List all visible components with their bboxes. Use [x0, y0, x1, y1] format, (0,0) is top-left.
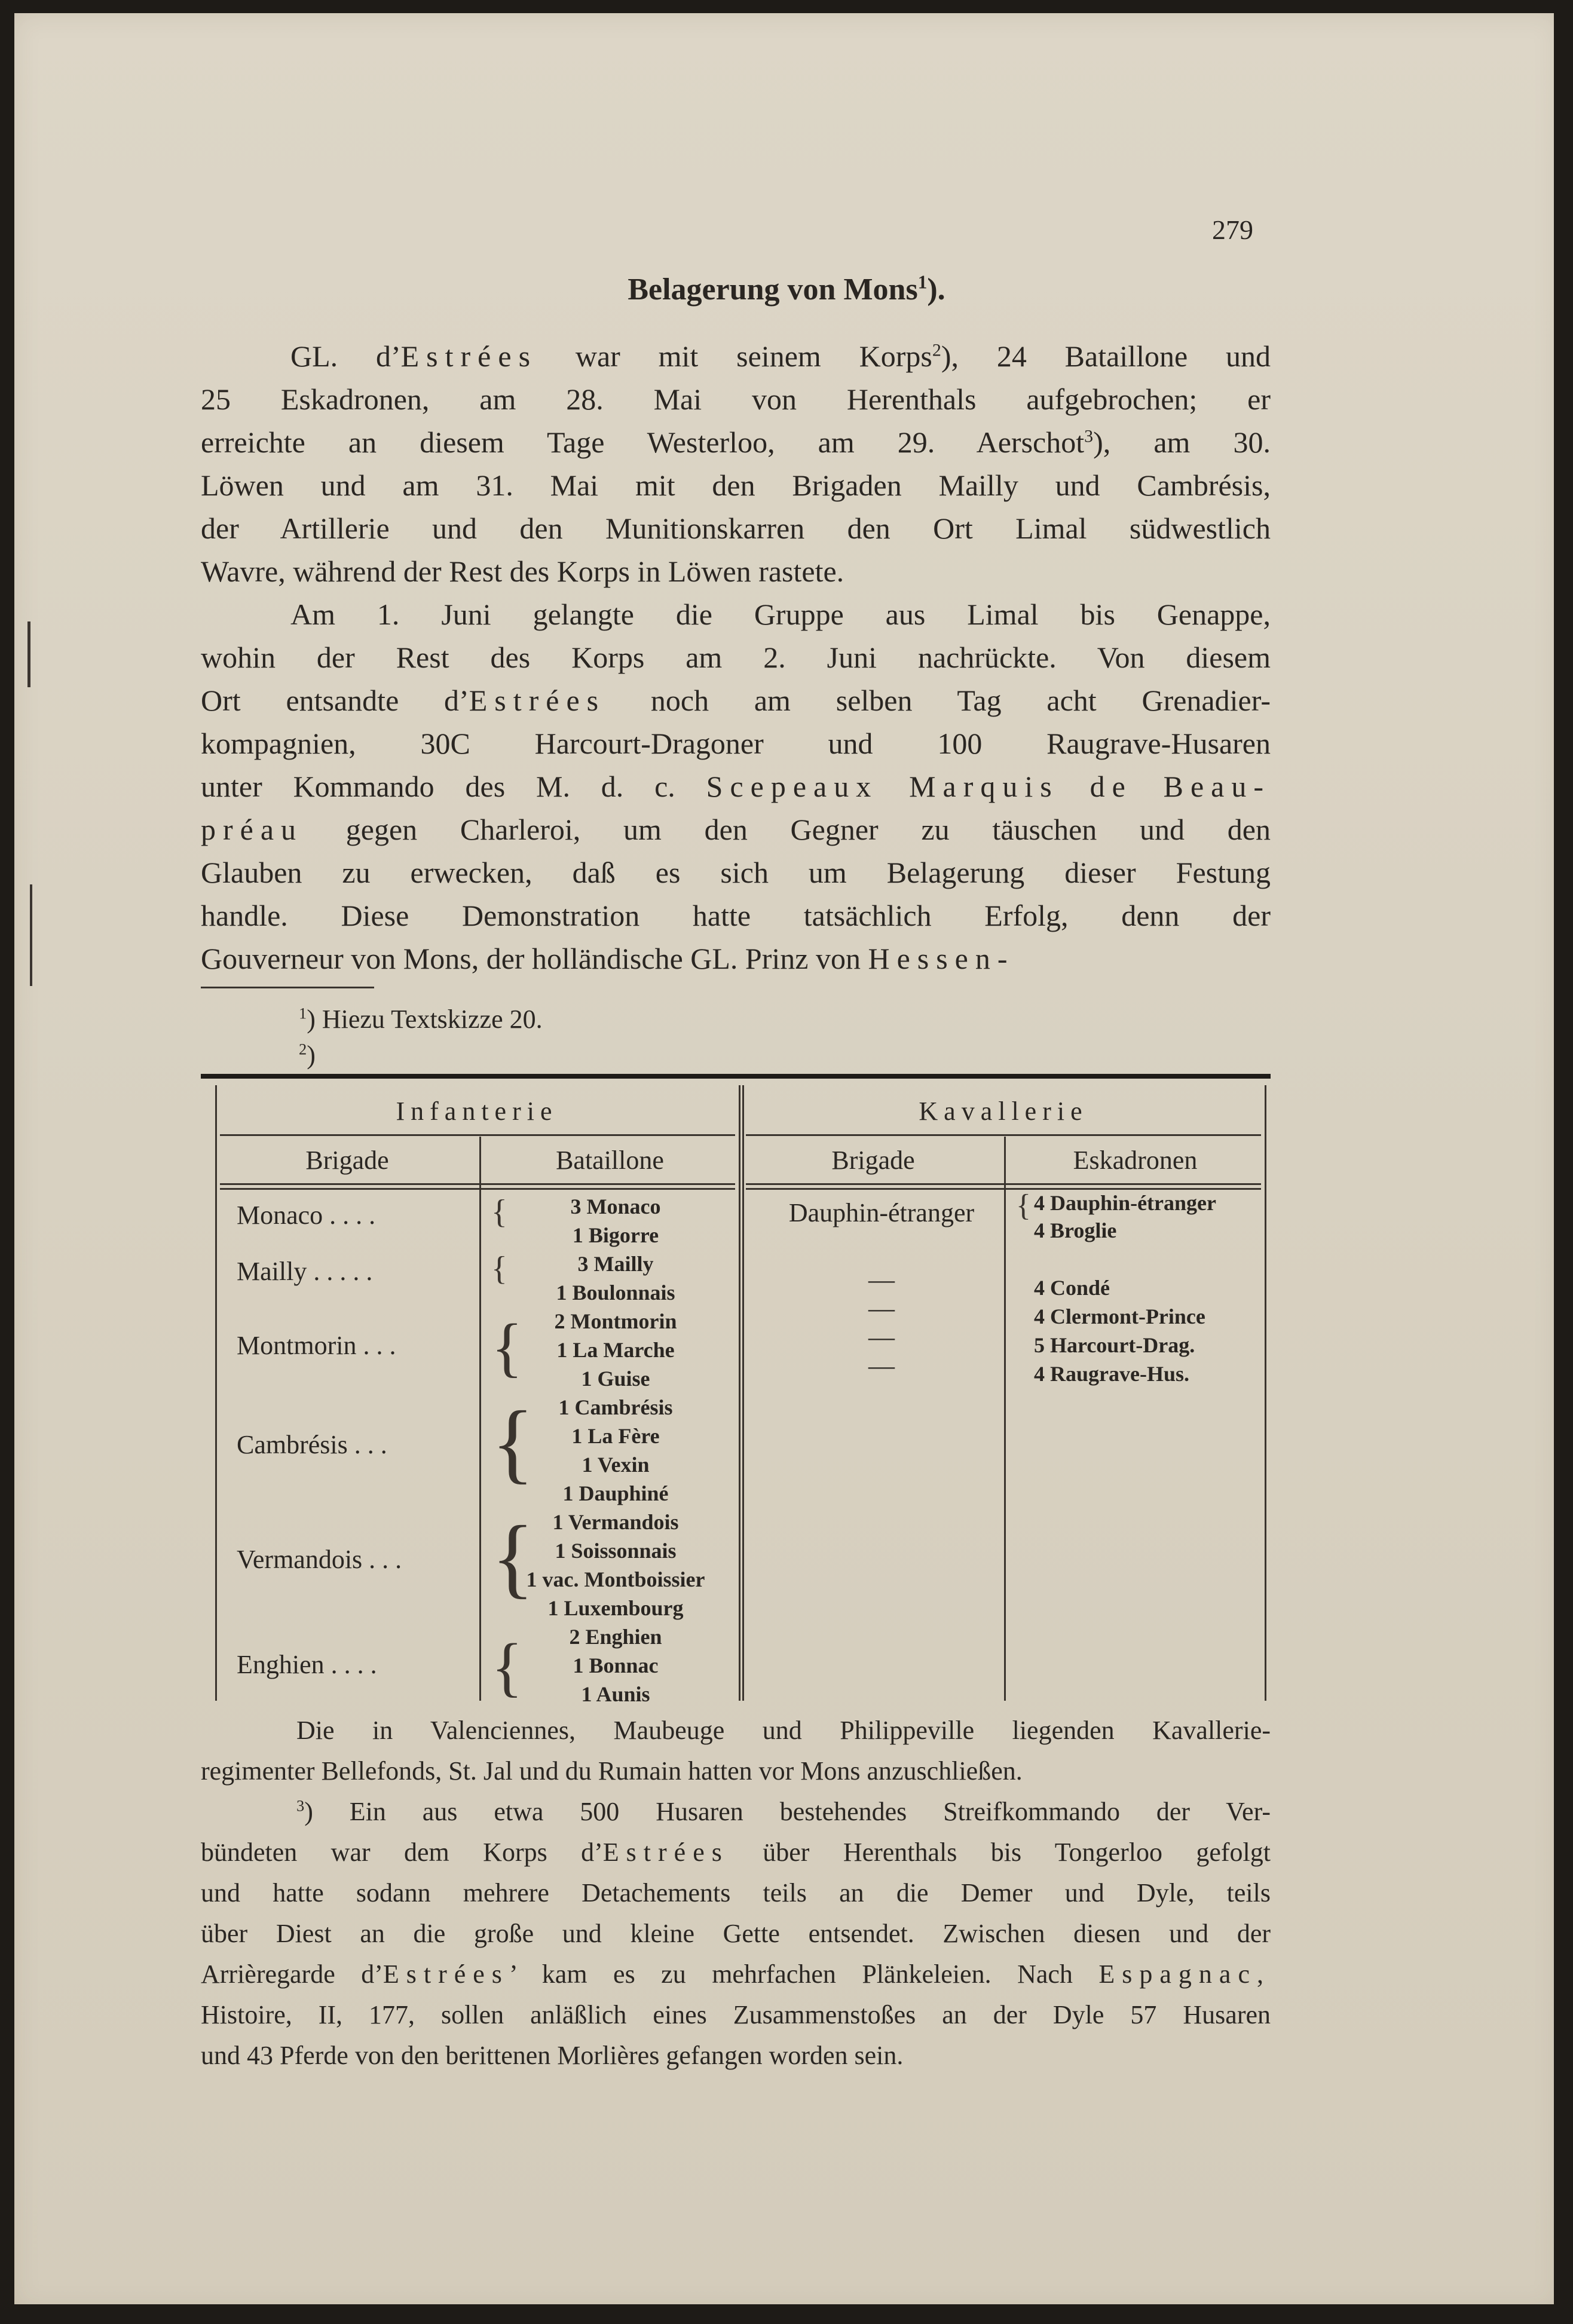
brigade-monaco: Monaco . . . .: [237, 1201, 376, 1230]
page-title: [0, 272, 1573, 307]
text-line: [201, 1873, 1271, 1913]
text-run: bündeten war dem Korps d’: [201, 1838, 603, 1867]
cavalry-brigade: —: [868, 1351, 895, 1380]
battalion: 3 Mailly: [577, 1252, 654, 1276]
text-line: [201, 1913, 1271, 1954]
battalion: 2 Montmorin: [554, 1309, 677, 1333]
scan-border-left: [0, 0, 14, 2324]
battalion: 3 Monaco: [570, 1195, 661, 1218]
brace: {: [491, 1193, 507, 1230]
scan-border-top: [0, 0, 1573, 13]
eskadron: 4 Condé: [1034, 1276, 1110, 1300]
text-run: Löwen und am 31. Mai mit den Brigaden Mailly und Cambrésis,: [201, 469, 1271, 502]
text-line: [201, 722, 1271, 765]
text-line: [201, 1751, 1271, 1792]
col-header-bataillone: Bataillone: [556, 1146, 664, 1175]
text-line: [201, 765, 1271, 808]
eskadron: 4 Clermont-Prince: [1034, 1305, 1205, 1328]
eskadron: 4 Raugrave-Hus.: [1034, 1362, 1189, 1386]
footnote-3-lines: [201, 1792, 1271, 2076]
order-of-battle-table: [215, 1085, 1267, 1706]
footnote-3: [201, 1792, 1271, 2076]
spaced-name: Hessen-: [868, 942, 1015, 975]
text-line: [201, 1710, 1271, 1751]
column-header-rule-cavalry: [746, 1183, 1261, 1185]
text-run: ), am 30.: [1093, 425, 1271, 459]
eskadron: 4 Broglie: [1034, 1218, 1117, 1242]
spaced-name: préau: [201, 813, 304, 846]
group-header-rule-cavalry: [746, 1134, 1261, 1136]
text-run: Gouverneur von Mons, der holländische GL. Prinz von: [201, 942, 868, 975]
text-run: war mit seinem Korps: [537, 339, 932, 373]
text-run: Glauben zu erwecken, daß es sich um Belagerung dieser Festung: [201, 856, 1271, 889]
footnote-1-mark: 1: [299, 1004, 307, 1022]
title-closing: ).: [927, 272, 945, 307]
footnote-2-text: ): [307, 1040, 316, 1070]
text-run: gegen Charleroi, um den Gegner zu täuschen und den: [303, 813, 1271, 846]
cavalry-brigade: —: [868, 1294, 895, 1323]
text-line: [201, 378, 1271, 421]
text-run: unter Kommando des M. d. c.: [201, 770, 706, 803]
table-note: [201, 1710, 1271, 1792]
text-line: [201, 1995, 1271, 2035]
margin-mark: [27, 621, 30, 687]
battalion: 1 La Fère: [571, 1424, 660, 1448]
cavalry-header: Kavallerie: [919, 1097, 1088, 1126]
battalion: 1 Aunis: [581, 1682, 650, 1706]
col-header-eskadronen: Eskadronen: [1073, 1146, 1198, 1175]
text-line: [201, 1954, 1271, 1995]
table-left-border: [215, 1085, 217, 1701]
text-run: ) Ein aus etwa 500 Husaren bestehendes Streifkommando der Ver-: [304, 1797, 1271, 1826]
battalion: 2 Enghien: [569, 1625, 662, 1649]
text-run: GL. d’: [290, 339, 401, 373]
text-run: [1059, 770, 1090, 803]
brigade-vermandois: Vermandois . . .: [237, 1545, 402, 1574]
footnote-ref: 2: [932, 340, 941, 360]
footnote-1: [299, 1004, 543, 1034]
footnote-ref: 3: [1084, 426, 1094, 446]
spaced-name: Scepeaux: [706, 770, 879, 803]
text-line: [201, 507, 1271, 550]
margin-mark: [30, 884, 32, 986]
spaced-name: Marquis: [909, 770, 1059, 803]
table-center-divider: [739, 1085, 740, 1701]
battalion: 1 Bigorre: [572, 1223, 659, 1247]
battalion: 1 Cambrésis: [558, 1395, 673, 1419]
infantry-header: Infanterie: [396, 1097, 558, 1126]
battalion: 1 Bonnac: [573, 1654, 659, 1677]
cavalry-brigade: Dauphin-étranger: [788, 1198, 975, 1227]
page-number: 279: [1212, 215, 1253, 245]
battalion: 1 Luxembourg: [547, 1596, 684, 1620]
cavalry-brigade: —: [868, 1322, 895, 1352]
text-run: Arrièregarde d’: [201, 1959, 383, 1989]
spaced-name: Espagnac,: [1098, 1959, 1271, 1989]
brigade-cambresis: Cambrésis . . .: [237, 1430, 387, 1459]
footnote-ref: 3: [296, 1796, 305, 1815]
column-header-rule: [220, 1183, 735, 1185]
text-line: [201, 335, 1271, 378]
text-line: [201, 421, 1271, 464]
text-line: [201, 550, 1271, 593]
col-header-brigade: Brigade: [305, 1146, 389, 1175]
spaced-name: Estrées: [400, 339, 538, 373]
text-run: und 43 Pferde von den berittenen Morlières gefangen worden sein.: [201, 2041, 904, 2070]
text-run: ), 24 Bataillone und: [941, 339, 1271, 373]
text-line: [201, 2035, 1271, 2076]
paragraph-1: [201, 335, 1271, 593]
text-run: ’ kam es zu mehrfachen Plänkeleien. Nach: [509, 1959, 1099, 1989]
text-line: [201, 593, 1271, 636]
brace: {: [1016, 1189, 1031, 1223]
text-run: noch am selben Tag acht Grenadier-: [605, 684, 1271, 717]
text-line: [201, 851, 1271, 894]
eskadron: 4 Dauphin-étranger: [1034, 1191, 1216, 1215]
text-run: Die in Valenciennes, Maubeuge und Philippeville liegenden Kavallerie-: [296, 1716, 1271, 1745]
column-header-rule-2: [220, 1188, 735, 1190]
battalion: 1 Guise: [581, 1367, 650, 1391]
table-top-rule: [201, 1074, 1271, 1079]
table-center-divider-2: [742, 1085, 744, 1701]
text-run: 25 Eskadronen, am 28. Mai von Herenthals aufgebrochen; er: [201, 382, 1271, 416]
paragraph-2-lines: [201, 593, 1271, 980]
spaced-name: Estrées: [469, 684, 606, 717]
footnote-1-text: ) Hiezu Textskizze 20.: [307, 1005, 543, 1034]
brigade-mailly: Mailly . . . . .: [237, 1257, 373, 1286]
text-run: handle. Diese Demonstration hatte tatsächlich Erfolg, denn der: [201, 899, 1271, 932]
paragraph-1-lines: [201, 335, 1271, 593]
battalion: 1 Soissonnais: [555, 1539, 677, 1563]
page-title-text: Belagerung von Mons: [628, 272, 918, 307]
group-header-rule: [220, 1134, 735, 1136]
text-line: [201, 636, 1271, 679]
text-line: [201, 1792, 1271, 1832]
spaced-name: Estrées: [602, 1838, 729, 1867]
text-run: der Artillerie und den Munitionskarren den Ort Limal südwestlich: [201, 512, 1271, 545]
text-run: Wavre, während der Rest des Korps in Löwen rastete.: [201, 555, 844, 588]
text-run: und hatte sodann mehrere Detachements teils an die Demer und Dyle, teils: [201, 1878, 1271, 1907]
text-line: [201, 679, 1271, 722]
paragraph-2: [201, 593, 1271, 980]
brigade-montmorin: Montmorin . . .: [237, 1331, 396, 1360]
spaced-name: Estrées: [382, 1959, 509, 1989]
scan-border-bottom: [0, 2304, 1573, 2324]
battalion: 1 vac. Montboissier: [526, 1567, 705, 1591]
cavalry-brigade: —: [868, 1265, 895, 1294]
text-run: Ort entsandte d’: [201, 684, 469, 717]
text-run: [878, 770, 909, 803]
title-footnote-ref: 1: [917, 271, 928, 293]
column-header-rule-cavalry-2: [746, 1188, 1261, 1190]
text-line: [201, 464, 1271, 507]
brace: {: [491, 1630, 523, 1703]
battalion: 1 La Marche: [556, 1338, 675, 1362]
spaced-name: Beau-: [1163, 770, 1271, 803]
table-note-lines: [201, 1710, 1271, 1792]
brace: {: [491, 1310, 523, 1383]
text-run: [1133, 770, 1164, 803]
text-run: über Herenthals bis Tongerloo gefolgt: [729, 1838, 1271, 1867]
footnote-2-mark: 2: [299, 1040, 307, 1058]
text-run: Histoire, II, 177, sollen anläßlich eines Zusammenstoßes an der Dyle 57 Husaren: [201, 2000, 1271, 2029]
text-line: [201, 937, 1271, 980]
col-header-cavalry-brigade: Brigade: [831, 1146, 915, 1175]
battalion: 1 Vexin: [582, 1453, 650, 1477]
text-run: wohin der Rest des Korps am 2. Juni nachrückte. Von diesem: [201, 641, 1271, 674]
brace: {: [491, 1393, 534, 1492]
brace: {: [491, 1250, 507, 1287]
text-run: kompagnien, 30C Harcourt-Dragoner und 100 Raugrave-Husaren: [201, 727, 1271, 760]
spaced-name: de: [1090, 770, 1133, 803]
text-run: erreichte an diesem Tage Westerloo, am 29. Aerschot: [201, 425, 1085, 459]
battalion: 1 Dauphiné: [562, 1481, 669, 1505]
battalion: 1 Vermandois: [552, 1510, 679, 1534]
table-right-border: [1265, 1085, 1266, 1701]
brace: {: [491, 1508, 534, 1607]
text-run: Am 1. Juni gelangte die Gruppe aus Limal bis Genappe,: [290, 598, 1271, 631]
text-line: [201, 894, 1271, 937]
battalion: 1 Boulonnais: [556, 1281, 675, 1305]
text-line: [201, 1832, 1271, 1873]
brigade-enghien: Enghien . . . .: [237, 1650, 377, 1679]
text-line: [201, 808, 1271, 851]
footnote-separator: [201, 987, 374, 988]
footnote-2: [299, 1040, 316, 1070]
text-run: regimenter Bellefonds, St. Jal und du Rumain hatten vor Mons anzuschließen.: [201, 1756, 1023, 1786]
infantry-column-divider: [479, 1137, 481, 1701]
scan-border-right: [1554, 0, 1573, 2324]
text-run: über Diest an die große und kleine Gette entsendet. Zwischen diesen und der: [201, 1919, 1271, 1948]
eskadron: 5 Harcourt-Drag.: [1034, 1333, 1195, 1357]
